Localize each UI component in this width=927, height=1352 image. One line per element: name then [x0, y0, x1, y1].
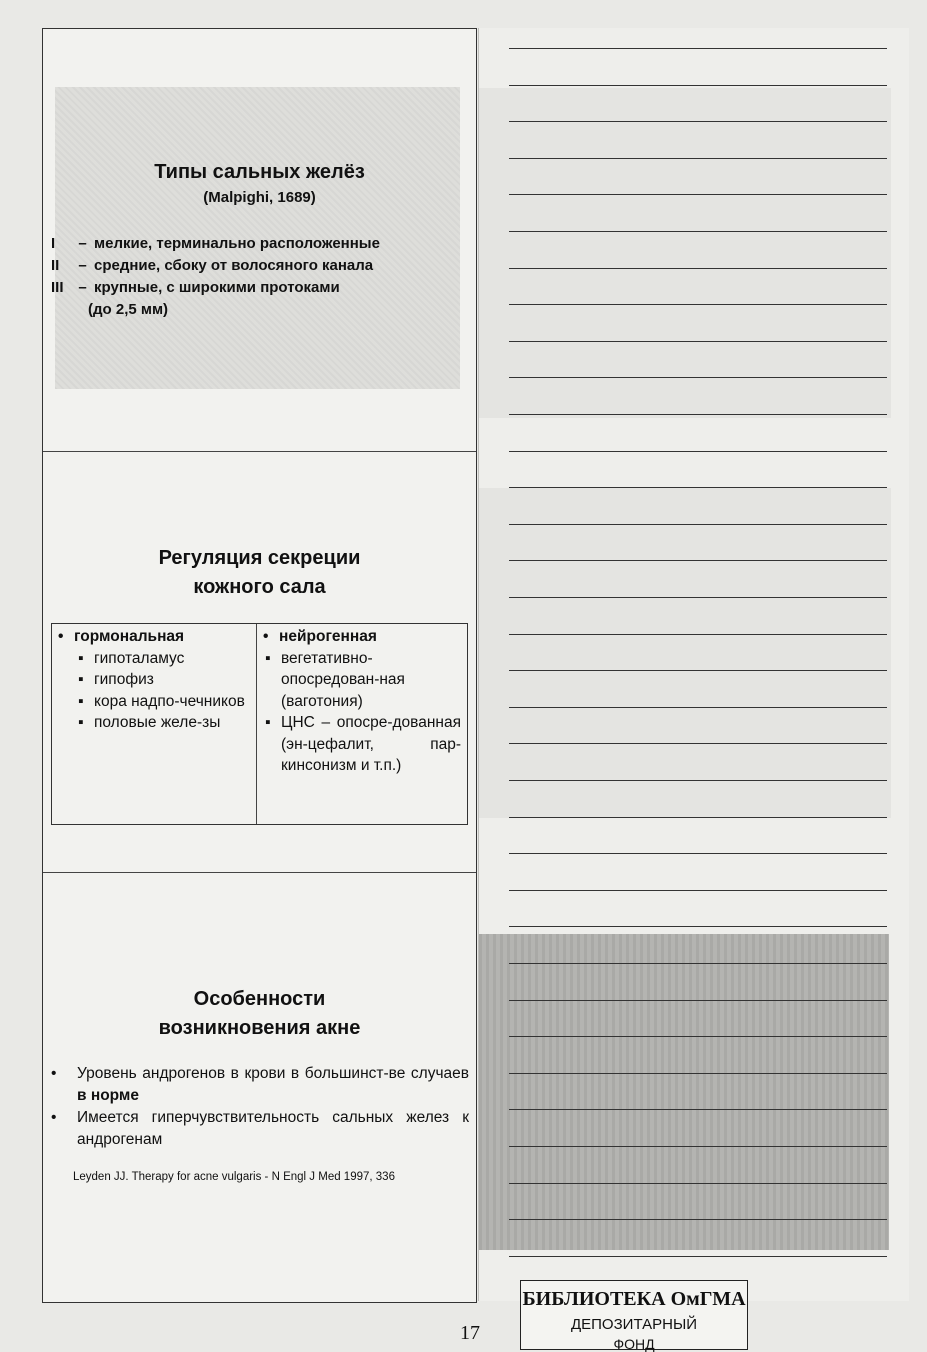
note-line — [509, 743, 887, 744]
note-line — [509, 194, 887, 195]
note-line — [509, 1219, 887, 1220]
slide-title — [43, 985, 476, 1043]
title-line: Особенности — [193, 988, 326, 1010]
square-bullet-icon: ▪ — [265, 649, 271, 667]
hormonal-column — [52, 624, 257, 824]
note-line — [509, 634, 887, 635]
note-line — [509, 1036, 887, 1037]
list-item — [51, 277, 471, 299]
list-item — [263, 712, 461, 777]
note-line — [509, 817, 887, 818]
slide-title: Типы сальных желёз — [154, 161, 365, 183]
note-line — [509, 304, 887, 305]
note-line — [509, 414, 887, 415]
type-text: крупные, с широкими протоками — [94, 279, 340, 296]
type-dash: – — [78, 235, 87, 252]
list-item-text — [77, 1063, 469, 1107]
note-line — [509, 707, 887, 708]
list-item-text-plain: Уровень андрогенов в крови в большинст-ве случаев — [77, 1065, 469, 1082]
type-text: мелкие, терминально расположенные — [94, 235, 380, 252]
note-line — [509, 670, 887, 671]
slides-column — [42, 28, 477, 1303]
bullet-icon: • — [263, 628, 269, 645]
list-item — [58, 669, 250, 691]
note-line — [509, 963, 887, 964]
title-line: Регуляция секреции — [158, 547, 361, 569]
list-item-text-bold: в норме — [77, 1087, 140, 1104]
note-line — [509, 1256, 887, 1257]
notes-column — [478, 28, 909, 1301]
gland-type-list — [51, 233, 471, 321]
list-item — [51, 1063, 469, 1107]
note-line — [509, 121, 887, 122]
note-line — [509, 780, 887, 781]
type-number: I — [51, 235, 56, 252]
bullet-icon: • — [58, 628, 64, 645]
regulation-table — [51, 623, 468, 825]
type-dash: – — [78, 279, 87, 296]
bleed-through-area — [479, 488, 891, 818]
list-item-text: кора надпо-чечников — [94, 692, 245, 710]
bullet-icon: • — [51, 1109, 57, 1126]
note-line — [509, 1146, 887, 1147]
note-line — [509, 158, 887, 159]
list-item — [58, 691, 250, 713]
square-bullet-icon: ▪ — [78, 649, 84, 667]
dark-printed-area — [479, 934, 889, 1250]
square-bullet-icon: ▪ — [78, 692, 84, 710]
neurogenic-column — [257, 624, 467, 824]
type-number: III — [51, 279, 64, 296]
note-line — [509, 231, 887, 232]
square-bullet-icon: ▪ — [78, 714, 84, 731]
note-line — [509, 48, 887, 49]
note-line — [509, 853, 887, 854]
list-item-text: гипоталамус — [94, 649, 185, 667]
list-item-text: половые желе-зы — [94, 714, 221, 731]
type-text: средние, сбоку от волосяного канала — [94, 257, 374, 274]
note-line — [509, 890, 887, 891]
slide-sebum-regulation — [43, 452, 476, 873]
note-line — [509, 85, 887, 86]
note-line — [509, 1183, 887, 1184]
note-line — [509, 487, 887, 488]
list-item-text: вегетативно-опосредован-ная (ваготония) — [281, 649, 405, 710]
type-text-continued: (до 2,5 мм) — [88, 301, 169, 318]
title-line: кожного сала — [193, 576, 326, 598]
note-line — [509, 597, 887, 598]
type-dash: – — [78, 257, 87, 274]
slide-acne-features — [43, 873, 476, 1302]
note-line — [509, 268, 887, 269]
list-item — [51, 1107, 469, 1151]
note-line — [509, 451, 887, 452]
type-number: II — [51, 257, 60, 274]
note-line — [509, 341, 887, 342]
list-item — [51, 255, 471, 277]
list-item-text: ЦНС – опосре-дованная (эн-цефалит, пар-кинсонизм и т.п.) — [281, 714, 461, 774]
square-bullet-icon: ▪ — [78, 671, 84, 688]
list-item — [263, 648, 461, 713]
bleed-through-area — [479, 88, 891, 418]
list-item-text: гипофиз — [94, 671, 154, 688]
note-line — [509, 926, 887, 927]
list-item-text: Имеется гиперчувствительность сальных желез к андрогенам — [77, 1109, 469, 1148]
note-line — [509, 1073, 887, 1074]
stamp-text: ДЕПОЗИТАРНЫЙ — [570, 1316, 698, 1333]
note-line — [509, 377, 887, 378]
title-line: возникновения акне — [158, 1017, 361, 1039]
reference-citation: Leyden JJ. Therapy for acne vulgaris - N Engl J Med 1997, 336 — [73, 1171, 395, 1183]
bullet-list — [51, 1063, 469, 1151]
note-line — [509, 560, 887, 561]
stamp-text: ФОНД — [613, 1336, 655, 1352]
note-line — [509, 524, 887, 525]
page-number: 17 — [460, 1322, 480, 1344]
square-bullet-icon: ▪ — [265, 714, 271, 731]
slide-gland-types — [43, 29, 476, 452]
column-header — [58, 626, 250, 648]
bullet-icon: • — [51, 1065, 57, 1082]
column-header-text: гормональная — [74, 628, 185, 645]
note-line — [509, 1109, 887, 1110]
column-header — [263, 626, 461, 648]
slide-subtitle: (Malpighi, 1689) — [203, 189, 316, 206]
list-item — [58, 648, 250, 670]
column-header-text: нейрогенная — [279, 628, 377, 645]
note-line — [509, 1000, 887, 1001]
stamp-title: БИБЛИОТЕКА ОмГМА — [522, 1288, 746, 1310]
list-item — [51, 233, 471, 255]
library-stamp — [520, 1280, 748, 1350]
list-item — [58, 712, 250, 734]
slide-title — [43, 544, 476, 602]
